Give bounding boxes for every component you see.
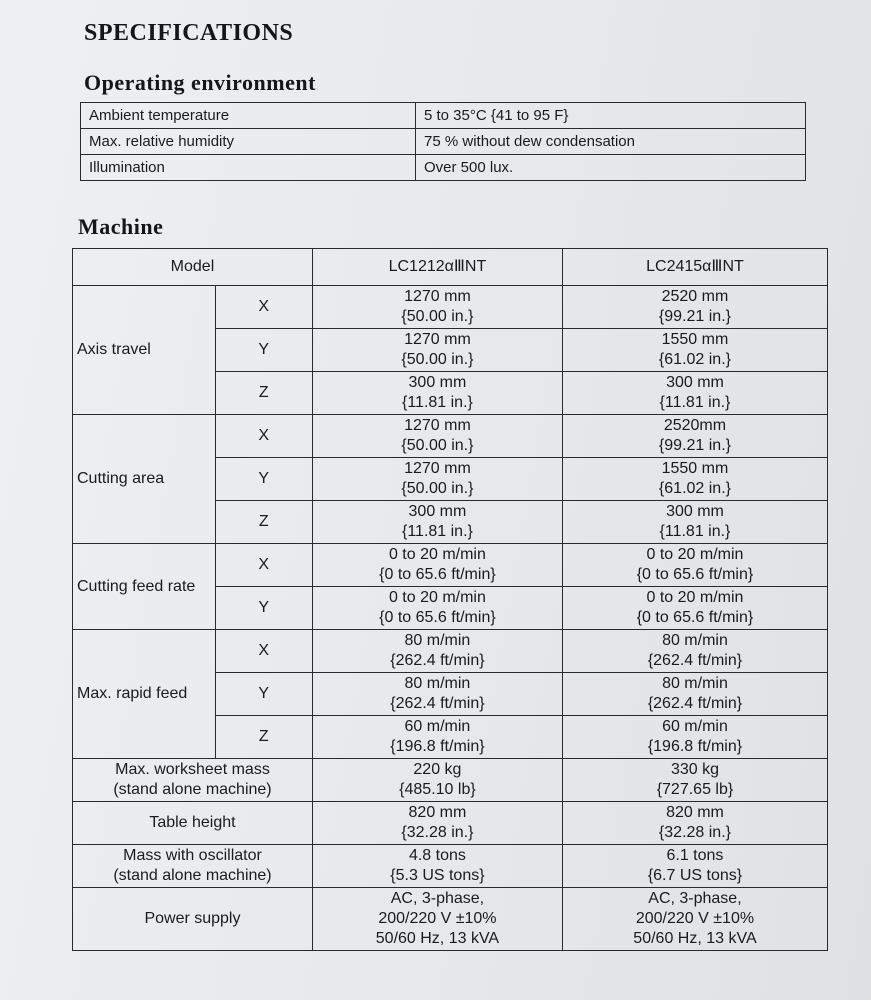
model2-value: 300 mm {11.81 in.} bbox=[562, 372, 827, 415]
model2-header: LC2415αⅢNT bbox=[562, 249, 827, 286]
env-label: Max. relative humidity bbox=[81, 129, 416, 155]
model2-value: 80 m/min {262.4 ft/min} bbox=[562, 673, 827, 716]
model1-value: 1270 mm {50.00 in.} bbox=[312, 286, 562, 329]
environment-table bbox=[80, 102, 806, 181]
axis-label: Y bbox=[215, 458, 312, 501]
table-row bbox=[73, 630, 828, 673]
axis-label: Y bbox=[215, 587, 312, 630]
table-header-row bbox=[73, 249, 828, 286]
axis-label: Y bbox=[215, 329, 312, 372]
table-row bbox=[81, 155, 806, 181]
model1-value: 0 to 20 m/min {0 to 65.6 ft/min} bbox=[312, 587, 562, 630]
axis-label: Z bbox=[215, 372, 312, 415]
model2-value: 0 to 20 m/min {0 to 65.6 ft/min} bbox=[562, 544, 827, 587]
table-row bbox=[73, 415, 828, 458]
table-row bbox=[73, 286, 828, 329]
model-header: Model bbox=[73, 249, 313, 286]
axis-label: X bbox=[215, 415, 312, 458]
axis-label: X bbox=[215, 286, 312, 329]
table-row bbox=[73, 802, 828, 845]
specifications-heading: SPECIFICATIONS bbox=[84, 20, 294, 46]
group-label: Axis travel bbox=[73, 286, 216, 415]
model2-value: 6.1 tons {6.7 US tons} bbox=[562, 845, 827, 888]
table-row bbox=[73, 888, 828, 951]
env-label: Illumination bbox=[81, 155, 416, 181]
model2-value: 1550 mm {61.02 in.} bbox=[562, 458, 827, 501]
model2-value: 0 to 20 m/min {0 to 65.6 ft/min} bbox=[562, 587, 827, 630]
model1-header: LC1212αⅢNT bbox=[312, 249, 562, 286]
axis-label: X bbox=[215, 544, 312, 587]
model2-value: 2520 mm {99.21 in.} bbox=[562, 286, 827, 329]
axis-label: X bbox=[215, 630, 312, 673]
model2-value: 80 m/min {262.4 ft/min} bbox=[562, 630, 827, 673]
spec-label: Power supply bbox=[73, 888, 313, 951]
model1-value: AC, 3-phase, 200/220 V ±10% 50/60 Hz, 13 kVA bbox=[312, 888, 562, 951]
spec-label: Max. worksheet mass (stand alone machine) bbox=[73, 759, 313, 802]
group-label: Max. rapid feed bbox=[73, 630, 216, 759]
axis-label: Z bbox=[215, 501, 312, 544]
env-value: Over 500 lux. bbox=[416, 155, 806, 181]
machine-table bbox=[72, 248, 828, 951]
model1-value: 0 to 20 m/min {0 to 65.6 ft/min} bbox=[312, 544, 562, 587]
model2-value: 60 m/min {196.8 ft/min} bbox=[562, 716, 827, 759]
model1-value: 4.8 tons {5.3 US tons} bbox=[312, 845, 562, 888]
table-row bbox=[81, 103, 806, 129]
model1-value: 60 m/min {196.8 ft/min} bbox=[312, 716, 562, 759]
model2-value: 1550 mm {61.02 in.} bbox=[562, 329, 827, 372]
axis-label: Y bbox=[215, 673, 312, 716]
model1-value: 80 m/min {262.4 ft/min} bbox=[312, 630, 562, 673]
model1-value: 1270 mm {50.00 in.} bbox=[312, 415, 562, 458]
model1-value: 1270 mm {50.00 in.} bbox=[312, 329, 562, 372]
table-row bbox=[81, 129, 806, 155]
model2-value: 300 mm {11.81 in.} bbox=[562, 501, 827, 544]
model1-value: 300 mm {11.81 in.} bbox=[312, 501, 562, 544]
table-row bbox=[73, 759, 828, 802]
env-label: Ambient temperature bbox=[81, 103, 416, 129]
model2-value: 330 kg {727.65 lb} bbox=[562, 759, 827, 802]
model2-value: AC, 3-phase, 200/220 V ±10% 50/60 Hz, 13 kVA bbox=[562, 888, 827, 951]
model2-value: 820 mm {32.28 in.} bbox=[562, 802, 827, 845]
env-value: 75 % without dew condensation bbox=[416, 129, 806, 155]
axis-label: Z bbox=[215, 716, 312, 759]
spec-label: Table height bbox=[73, 802, 313, 845]
spec-label: Mass with oscillator (stand alone machine) bbox=[73, 845, 313, 888]
model1-value: 820 mm {32.28 in.} bbox=[312, 802, 562, 845]
model1-value: 220 kg {485.10 lb} bbox=[312, 759, 562, 802]
env-value: 5 to 35°C {41 to 95 F} bbox=[416, 103, 806, 129]
machine-heading: Machine bbox=[78, 214, 164, 239]
operating-environment-heading: Operating environment bbox=[84, 70, 316, 95]
model1-value: 80 m/min {262.4 ft/min} bbox=[312, 673, 562, 716]
group-label: Cutting area bbox=[73, 415, 216, 544]
model1-value: 1270 mm {50.00 in.} bbox=[312, 458, 562, 501]
model1-value: 300 mm {11.81 in.} bbox=[312, 372, 562, 415]
model2-value: 2520mm {99.21 in.} bbox=[562, 415, 827, 458]
group-label: Cutting feed rate bbox=[73, 544, 216, 630]
table-row bbox=[73, 544, 828, 587]
table-row bbox=[73, 845, 828, 888]
